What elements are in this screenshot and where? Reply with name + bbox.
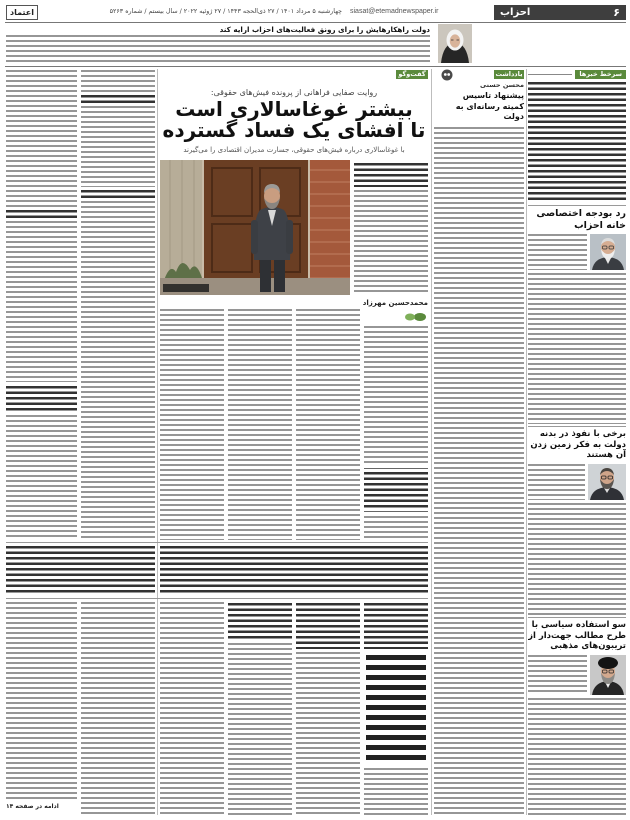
news-box-label: سرخط خبرها [575, 70, 626, 79]
continuation-note: ادامه در صفحه ۱۴ [6, 803, 59, 810]
left-body-column [6, 70, 77, 207]
header-rule [5, 22, 626, 23]
interview-body-column [296, 652, 360, 815]
opinion-author: محسن حسنی [480, 81, 524, 89]
interview-body-column [364, 768, 428, 815]
news-story [528, 429, 626, 615]
news-briefs-list [528, 82, 626, 202]
opinion-headline-line: پیشنهاد تاسیس [462, 91, 524, 100]
left-body-column [81, 106, 155, 187]
news-story-text [528, 273, 626, 424]
news-story-lead-row [528, 464, 626, 500]
portrait-photo-woman [438, 24, 472, 63]
left-body-column [6, 602, 77, 800]
highlight-paragraph [160, 546, 428, 595]
news-story-headline: برخی با نفوذ در بدنه دولت به فکر زمین زدن آن هستند [530, 429, 626, 460]
opinion-headline [434, 91, 524, 123]
band-rule [6, 598, 428, 599]
news-box-rule [528, 74, 572, 75]
sidebar-text [354, 190, 428, 295]
news-divider [528, 205, 626, 206]
left-subhead [81, 95, 155, 103]
left-body-column [81, 602, 155, 815]
news-story-text [528, 464, 585, 500]
portrait-photo-bearded-man [588, 464, 626, 500]
quote-icon [441, 69, 453, 81]
pull-box-text [364, 472, 428, 508]
interview-headline-line: بیشتر غوغاسالاری است [175, 97, 413, 121]
interview-body-column [228, 309, 292, 540]
left-body-column [81, 70, 155, 92]
interview-pull-box [364, 468, 428, 512]
news-story-text [528, 655, 587, 695]
leaf-mark-icon [404, 312, 428, 322]
interview-body-column [364, 516, 428, 540]
left-subhead [6, 210, 77, 218]
sidebar-heading [354, 163, 428, 187]
left-body-column [6, 415, 77, 540]
interview-body-column [160, 602, 224, 815]
opinion-body-text [434, 127, 524, 816]
news-story-lead-row [528, 234, 626, 270]
interview-label: گفت‌وگو [396, 70, 428, 79]
interview-body-column [296, 309, 360, 540]
interview-subhead [296, 603, 360, 649]
highlight-paragraph [6, 546, 155, 595]
interview-photo [160, 160, 350, 295]
news-story [528, 620, 626, 815]
opinion-label: یادداشت [495, 70, 523, 78]
news-story-headline: سو استفاده سیاسی با طرح مطالب جهت‌دار از تریبون‌های مذهبی [528, 620, 626, 651]
portrait-photo-elder [590, 234, 626, 270]
column-divider [157, 69, 158, 815]
interview-body-column [228, 643, 292, 815]
interview-pull-quote [366, 655, 426, 763]
interview-byline: محمدحسین مهرزاد [362, 299, 428, 307]
photo-credit-badge [163, 284, 209, 292]
left-subhead [6, 386, 77, 412]
interview-subhead [228, 603, 292, 639]
intro-body-text [6, 35, 430, 62]
news-divider [528, 617, 626, 618]
news-divider [528, 426, 626, 427]
news-story-text [528, 698, 626, 816]
page-number: ۶ [613, 6, 620, 19]
interview-sidebar [354, 163, 428, 295]
date-line: چهارشنبه ۵ مرداد ۱۴۰۱ / ۲۷ ذی‌الحجه ۱۴۴۳ / ۲۷ ژوئیه ۲۰۲۲ / سال بیستم / شماره ۵۲۶۳ [109, 8, 342, 15]
interview-body-column [364, 326, 428, 466]
interview-headline-line: تا افشای یک فساد گسترده [162, 118, 426, 142]
interview-body-column [160, 309, 224, 540]
news-story [528, 208, 626, 424]
intro-rule [5, 66, 626, 67]
news-story-text [528, 234, 587, 270]
interview-headline [160, 99, 428, 141]
left-body-column [81, 201, 155, 540]
interview-subhead [364, 603, 428, 649]
intro-headline: دولت راهکارهایش را برای رونق فعالیت‌های احزاب ارایه کند [219, 25, 430, 34]
newspaper-logo: اعتماد [6, 5, 38, 20]
news-story-text [528, 503, 626, 616]
band-rule [6, 542, 428, 543]
opinion-article [434, 81, 524, 815]
section-email: siasat@etemadnewspaper.ir [350, 8, 439, 15]
interview-lead: با غوغاسالاری درباره فیش‌های حقوقی، جسارت مدیران اقتصادی را می‌گیرند [183, 146, 405, 154]
interview-supertitle: روایت صفایی فراهانی از پرونده فیش‌های حقوقی: [210, 88, 378, 97]
opinion-headline-line: کمیته رسانه‌ای به دولت [455, 101, 524, 121]
section-title: احزاب [500, 7, 531, 18]
news-story-lead-row [528, 655, 626, 695]
section-bar [494, 5, 626, 20]
left-body-column [6, 221, 77, 382]
news-story-headline: رد بودجه اختصاصی خانه احزاب [536, 208, 626, 231]
portrait-photo-cleric [590, 655, 626, 695]
left-subhead [81, 190, 155, 198]
column-divider [526, 69, 527, 815]
column-divider [431, 69, 432, 815]
news-box-header [528, 70, 626, 79]
